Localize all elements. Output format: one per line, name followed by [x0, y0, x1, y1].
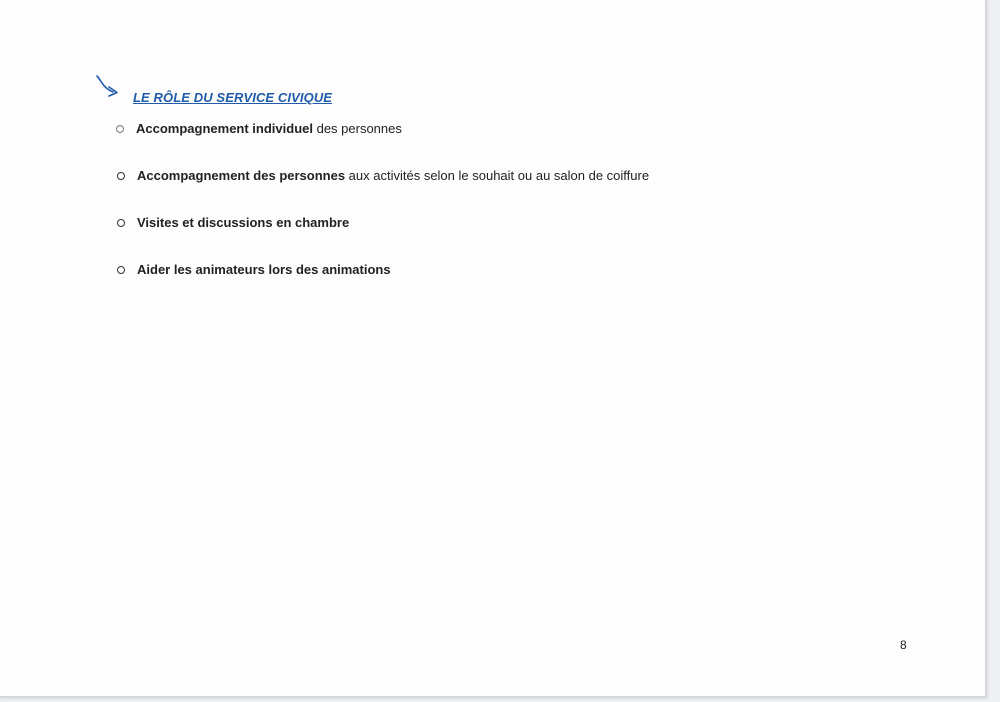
item-bold-text: Accompagnement des personnes: [137, 168, 346, 183]
circle-bullet-icon: [116, 125, 124, 133]
circle-bullet-icon: [117, 172, 125, 180]
list-item: [117, 215, 349, 230]
item-bold-text: Accompagnement individuel: [136, 121, 313, 136]
circle-bullet-icon: [117, 219, 125, 227]
item-bold-text: Aider les animateurs lors des animations: [137, 262, 391, 277]
section-title: LE RÔLE DU SERVICE CIVIQUE: [133, 90, 333, 105]
page-number: 8: [900, 638, 907, 652]
item-text: aux activités selon le souhait ou au salon de coiffure: [345, 168, 650, 183]
curved-arrow-icon: [95, 74, 125, 104]
item-text: des personnes: [312, 121, 402, 136]
item-bold-text: Visites et discussions en chambre: [137, 215, 350, 230]
list-item: [117, 262, 391, 277]
list-item: [117, 168, 649, 183]
circle-bullet-icon: [117, 266, 125, 274]
list-item: [116, 121, 402, 136]
